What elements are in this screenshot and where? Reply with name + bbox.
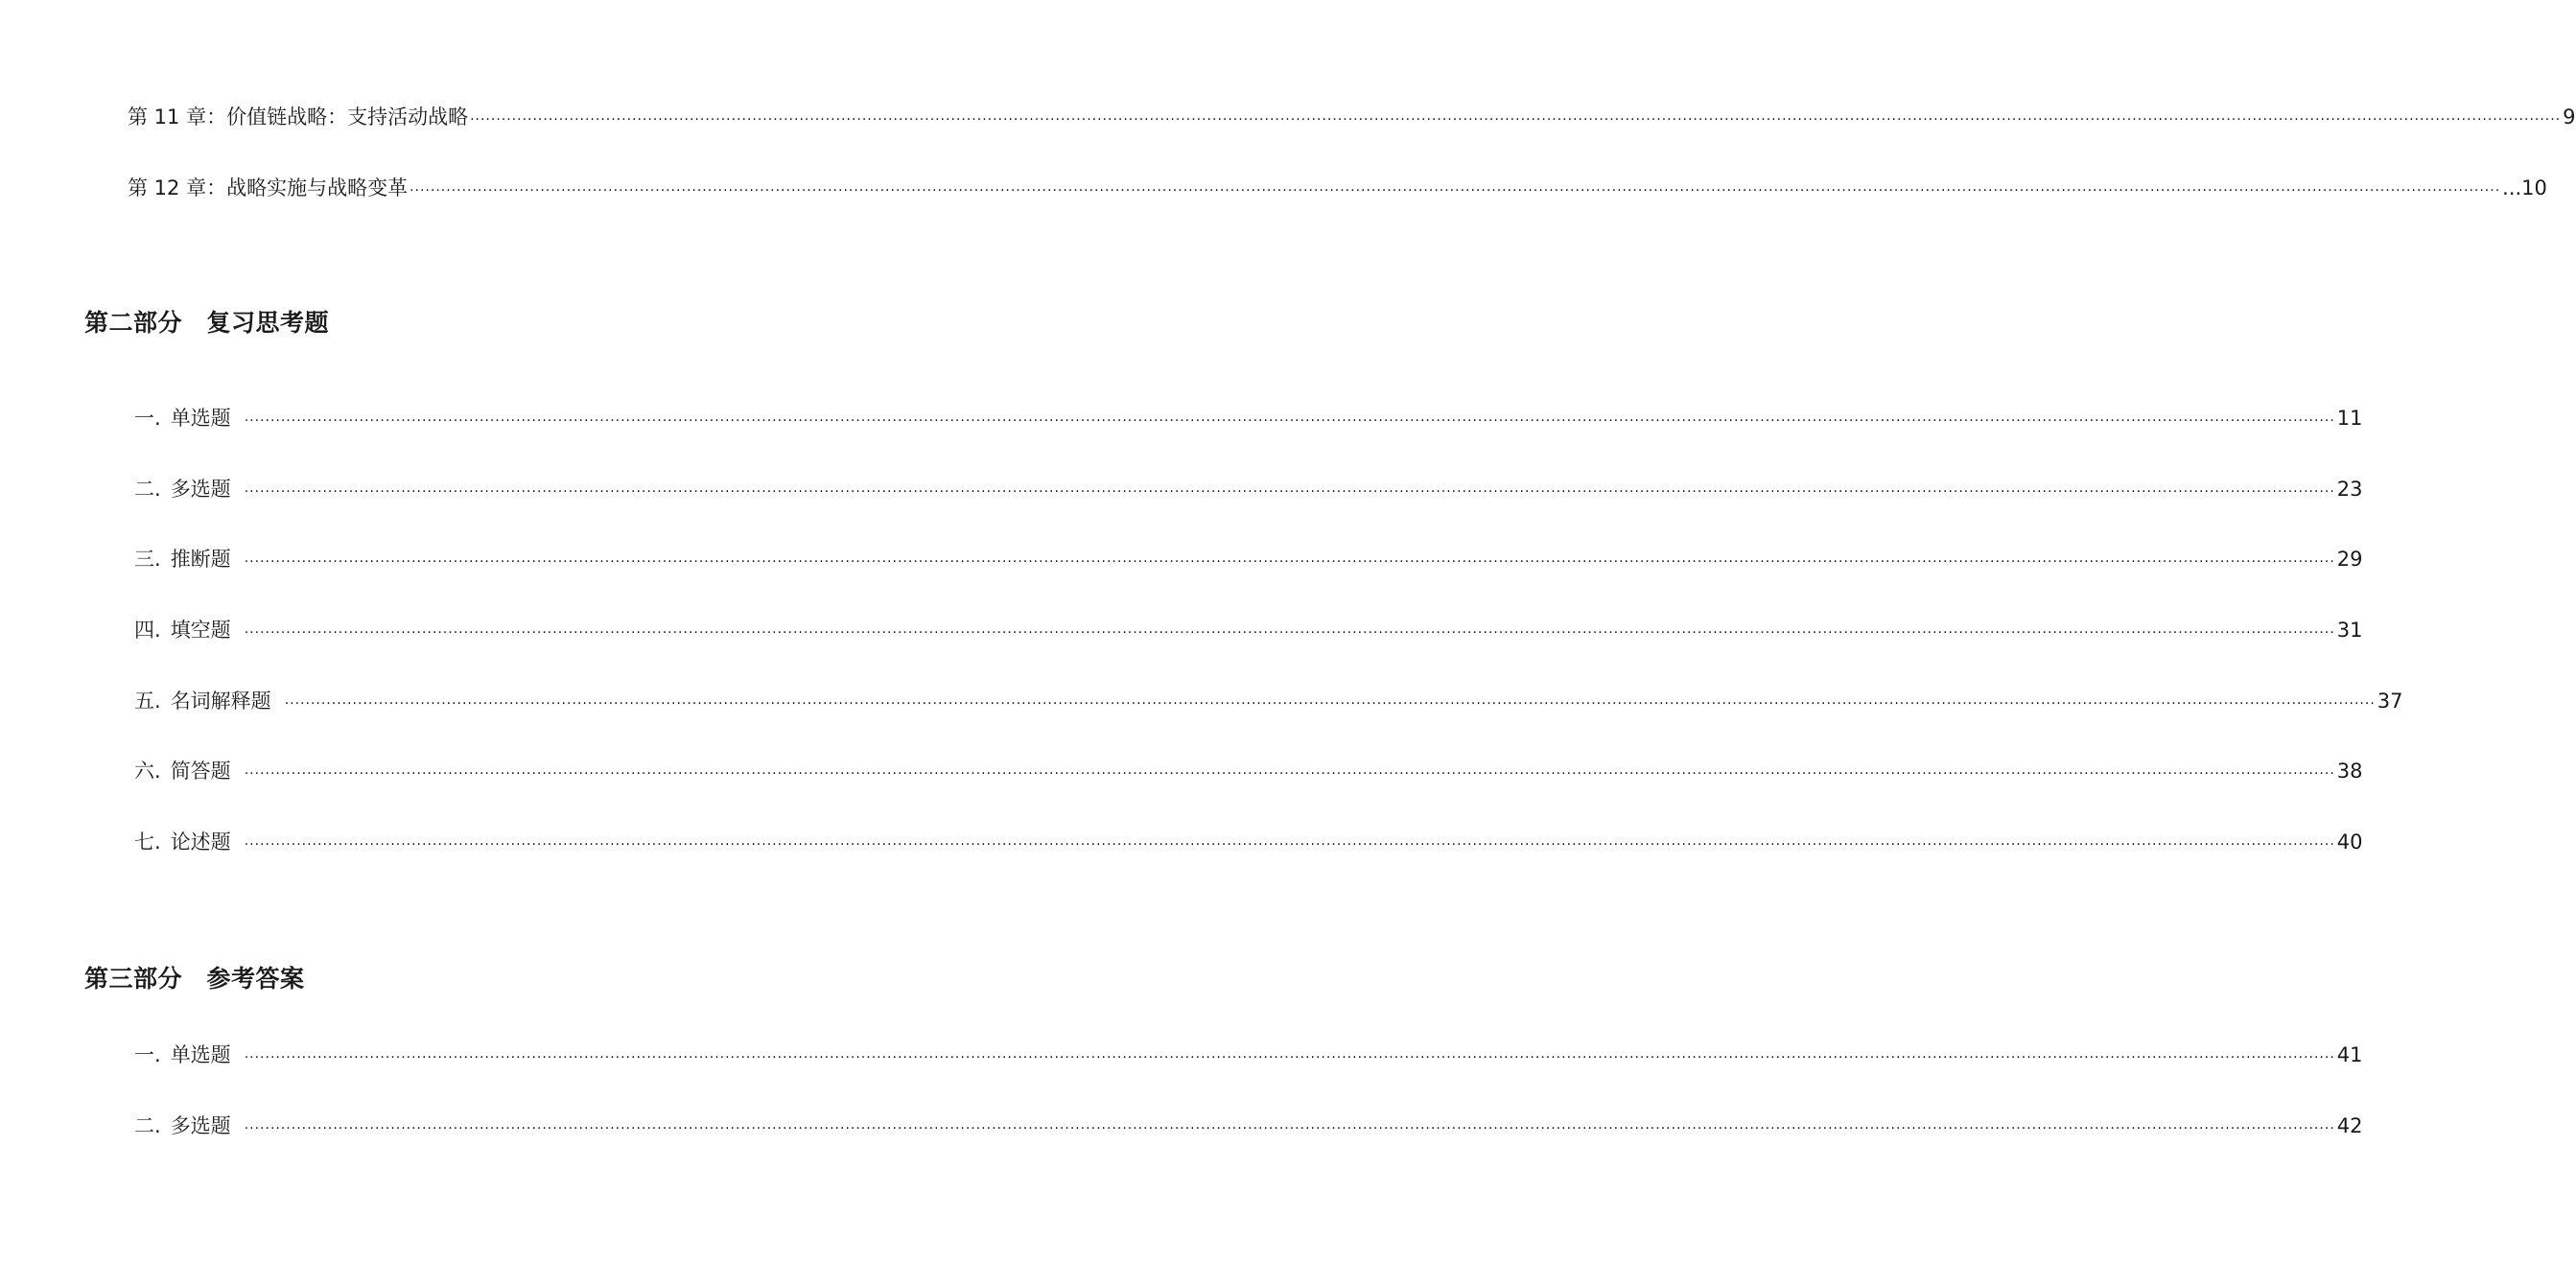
dot-leader: ................................................................................................................................................................................................................................................................................................................................................................................................................ xyxy=(244,550,2335,566)
toc-item-number: 一. xyxy=(134,1043,161,1066)
toc-page-number: 42 xyxy=(2336,1114,2363,1137)
dot-leader: ................................................................................................................................................................................................................................................................................................................................................................................................................ xyxy=(470,108,2562,124)
toc-item-multiple-choice[interactable] xyxy=(134,470,2363,503)
toc-page-number: ...10 xyxy=(2502,176,2547,199)
toc-entry-title: 论述题 xyxy=(170,831,231,854)
toc-item-number: 六. xyxy=(134,760,161,783)
toc-item-number: 二. xyxy=(134,478,161,501)
toc-page-number: 38 xyxy=(2336,760,2363,783)
toc-item-number: 七. xyxy=(134,831,161,854)
dot-leader: ................................................................................................................................................................................................................................................................................................................................................................................................................ xyxy=(244,762,2335,778)
toc-page-number: 37 xyxy=(2377,690,2403,713)
section-heading-part3: 第三部分 参考答案 xyxy=(84,965,305,993)
toc-item-single-choice[interactable] xyxy=(134,399,2363,432)
dot-leader: ................................................................................................................................................................................................................................................................................................................................................................................................................ xyxy=(284,692,2376,708)
toc-entry-title: 单选题 xyxy=(170,1043,231,1066)
dot-leader: ................................................................................................................................................................................................................................................................................................................................................................................................................ xyxy=(244,480,2335,496)
toc-item-number: 二. xyxy=(134,1114,161,1137)
toc-page-number: 41 xyxy=(2336,1043,2363,1066)
dot-leader: ................................................................................................................................................................................................................................................................................................................................................................................................................ xyxy=(410,179,2501,195)
toc-entry-title: 多选题 xyxy=(170,1114,231,1137)
toc-page-number: 40 xyxy=(2336,831,2363,854)
toc-page-number: 29 xyxy=(2336,548,2363,571)
toc-item-term-explanation[interactable] xyxy=(134,682,2403,714)
toc-chapter-11[interactable] xyxy=(128,98,2576,130)
dot-leader: ................................................................................................................................................................................................................................................................................................................................................................................................................ xyxy=(244,1117,2335,1133)
toc-page-number: 11 xyxy=(2336,407,2363,430)
toc-entry-title: 单选题 xyxy=(170,407,231,430)
toc-item-number: 三. xyxy=(134,548,161,571)
toc-chapter-12[interactable] xyxy=(128,169,2547,201)
toc-entry-title: 第 12 章：战略实施与战略变革 xyxy=(128,176,409,199)
dot-leader: ................................................................................................................................................................................................................................................................................................................................................................................................................ xyxy=(244,410,2335,425)
toc-entry-title: 名词解释题 xyxy=(170,690,271,713)
dot-leader: ................................................................................................................................................................................................................................................................................................................................................................................................................ xyxy=(244,621,2335,637)
toc-entry-title: 多选题 xyxy=(170,478,231,501)
toc-item-number: 四. xyxy=(134,619,161,642)
toc-answer-single-choice[interactable] xyxy=(134,1036,2363,1068)
toc-entry-title: 简答题 xyxy=(170,760,231,783)
toc-answer-multiple-choice[interactable] xyxy=(134,1107,2363,1139)
toc-item-judgment[interactable] xyxy=(134,540,2363,573)
toc-page-number: 31 xyxy=(2336,619,2363,642)
toc-item-essay[interactable] xyxy=(134,823,2363,855)
toc-item-fill-blank[interactable] xyxy=(134,611,2363,644)
toc-page-number: 9 xyxy=(2563,105,2576,129)
toc-item-number: 一. xyxy=(134,407,161,430)
dot-leader: ................................................................................................................................................................................................................................................................................................................................................................................................................ xyxy=(244,833,2335,849)
toc-item-number: 五. xyxy=(134,690,161,713)
toc-page-number: 23 xyxy=(2336,478,2363,501)
toc-item-short-answer[interactable] xyxy=(134,752,2363,784)
toc-entry-title: 填空题 xyxy=(170,619,231,642)
section-heading-part2: 第二部分 复习思考题 xyxy=(84,309,330,337)
dot-leader: ................................................................................................................................................................................................................................................................................................................................................................................................................ xyxy=(244,1046,2335,1062)
toc-entry-title: 第 11 章：价值链战略：支持活动战略 xyxy=(128,105,469,129)
toc-entry-title: 推断题 xyxy=(170,548,231,571)
